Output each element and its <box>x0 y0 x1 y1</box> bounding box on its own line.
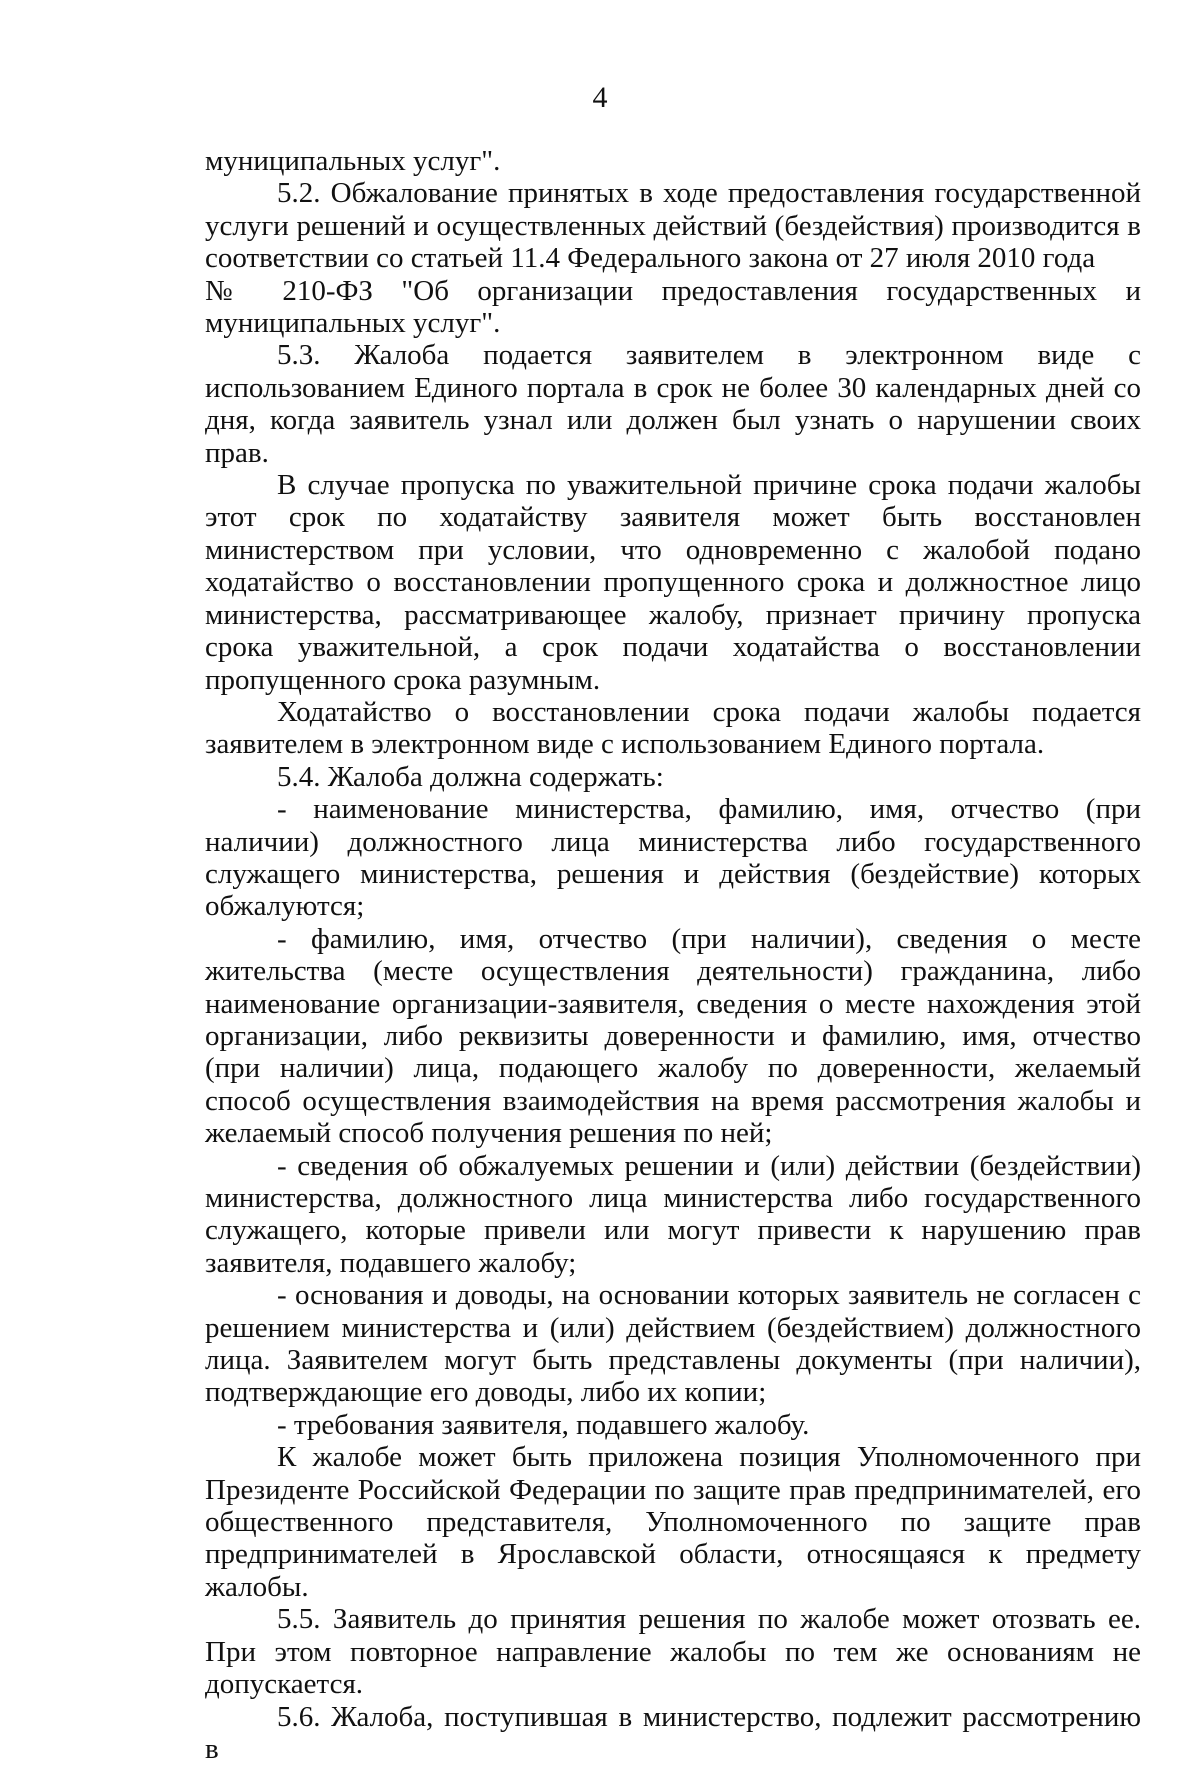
paragraph-5-2-end: муниципальных услуг". <box>205 307 1141 339</box>
paragraph-5-2: 5.2. Обжалование принятых в ходе предоставления государственной услуги решений и осуществленных действий (бездействия) производится в соответствии со статьей 11.4 Федерального закона от 27 июля 2010 года <box>205 177 1141 274</box>
list-item-appealed-decisions: - сведения об обжалуемых решении и (или) действии (бездействии) министерства, должностного лица министерства либо государственного служащего, которые привели или могут привести к нарушению прав заявителя, подавшего жалобу; <box>205 1150 1141 1280</box>
paragraph-ombudsman: К жалобе может быть приложена позиция Уполномоченного при Президенте Российской Федерации по защите прав предпринимателей, его общественного представителя, Уполномоченного по защите прав предпринимателей в Ярославской области, относящаяся к предмету жалобы. <box>205 1441 1141 1603</box>
list-item-grounds: - основания и доводы, на основании которых заявитель не согласен с решением министерства и (или) действием (бездействием) должностного лица. Заявителем могут быть представлены документы (при наличии), подтверждающие его доводы, либо их копии; <box>205 1279 1141 1409</box>
page-number: 4 <box>0 80 1200 116</box>
paragraph-5-5: 5.5. Заявитель до принятия решения по жалобе может отозвать ее. При этом повторное направление жалобы по тем же основаниям не допускается. <box>205 1603 1141 1700</box>
list-item-applicant-info: - фамилию, имя, отчество (при наличии), сведения о месте жительства (месте осуществления деятельности) гражданина, либо наименование организации-заявителя, сведения о месте нахождения этой организации, либо реквизиты доверенности и фамилию, имя, отчество (при наличии) лица, подающего жалобу по доверенности, желаемый способ осуществления взаимодействия на время рассмотрения жалобы и желаемый способ получения решения по ней; <box>205 923 1141 1150</box>
paragraph-5-4: 5.4. Жалоба должна содержать: <box>205 761 1141 793</box>
paragraph-continuation: муниципальных услуг". <box>205 145 1141 177</box>
paragraph-5-6: 5.6. Жалоба, поступившая в министерство, подлежит рассмотрению в <box>205 1701 1141 1765</box>
list-item-ministry-name: - наименование министерства, фамилию, имя, отчество (при наличии) должностного лица министерства либо государственного служащего министерства, решения и действия (бездействие) которых обжалуются; <box>205 793 1141 923</box>
paragraph-5-3: 5.3. Жалоба подается заявителем в электронном виде с использованием Единого портала в срок не более 30 календарных дней со дня, когда заявитель узнал или должен был узнать о нарушении своих прав. <box>205 339 1141 469</box>
paragraph-5-2-law-ref: № 210-ФЗ "Об организации предоставления государственных и <box>205 275 1141 307</box>
list-item-requirements: - требования заявителя, подавшего жалобу. <box>205 1409 1141 1441</box>
paragraph-missed-deadline: В случае пропуска по уважительной причине срока подачи жалобы этот срок по ходатайству заявителя может быть восстановлен министерством при условии, что одновременно с жалобой подано ходатайство о восстановлении пропущенного срока и должностное лицо министерства, рассматривающее жалобу, признает причину пропуска срока уважительной, а срок подачи ходатайства о восстановлении пропущенного срока разумным. <box>205 469 1141 696</box>
paragraph-petition: Ходатайство о восстановлении срока подачи жалобы подается заявителем в электронном виде с использованием Единого портала. <box>205 696 1141 761</box>
document-body <box>205 145 1141 1765</box>
